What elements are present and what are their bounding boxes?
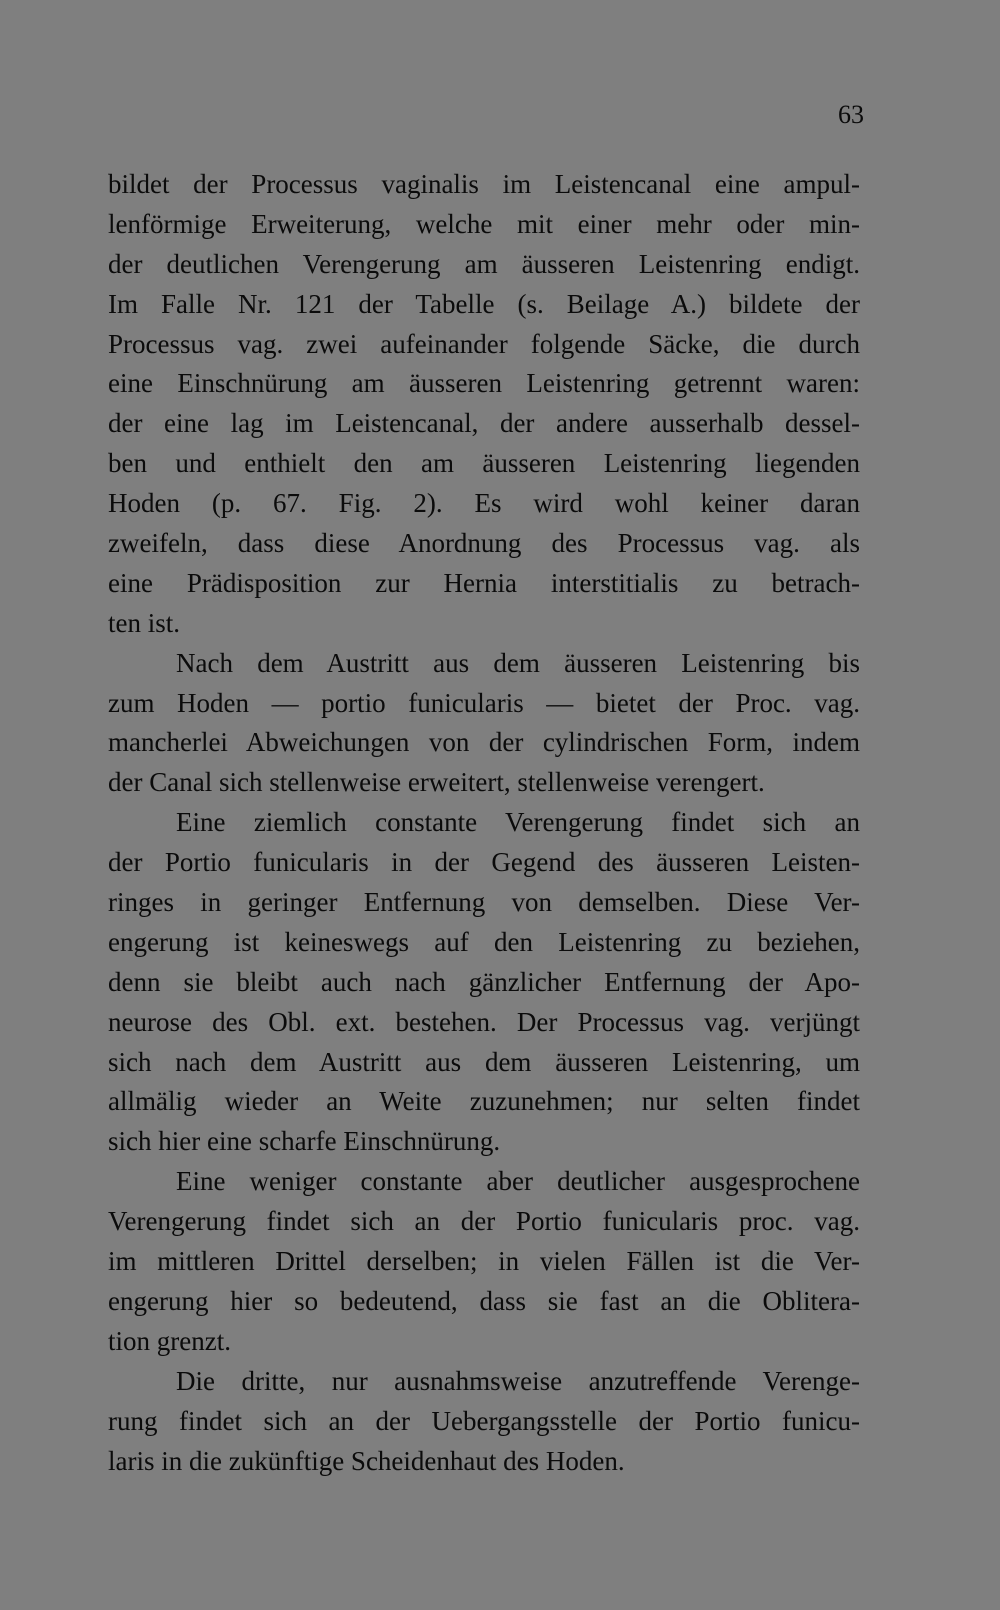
- text-line: sich nach dem Austritt aus dem äusseren Leistenring, um: [108, 1046, 860, 1077]
- text-line: sich hier eine scharfe Einschnürung.: [108, 1126, 501, 1157]
- text-line: ringes in geringer Entfernung von demselben. Diese Ver-: [108, 887, 860, 918]
- text-line: ben und enthielt den am äusseren Leistenring liegenden: [108, 448, 860, 479]
- text-line: rung findet sich an der Uebergangsstelle der Portio funicu-: [108, 1405, 860, 1436]
- text-line: der deutlichen Verengerung am äusseren Leistenring endigt.: [108, 248, 860, 279]
- text-line: Nach dem Austritt aus dem äusseren Leistenring bis: [176, 647, 860, 678]
- text-line: Eine ziemlich constante Verengerung findet sich an: [176, 807, 860, 838]
- text-line: laris in die zukünftige Scheidenhaut des Hoden.: [108, 1445, 625, 1476]
- text-line: der Canal sich stellenweise erweitert, stellenweise verengert.: [108, 767, 765, 798]
- text-line: zum Hoden — portio funicularis — bietet der Proc. vag.: [108, 687, 860, 718]
- page-number: 63: [838, 100, 864, 129]
- text-line: im mittleren Drittel derselben; in vielen Fällen ist die Ver-: [108, 1246, 860, 1277]
- text-line: Processus vag. zwei aufeinander folgende Säcke, die durch: [108, 328, 860, 359]
- text-line: engerung hier so bedeutend, dass sie fast an die Oblitera-: [108, 1285, 860, 1316]
- text-line: der Portio funicularis in der Gegend des äusseren Leisten-: [108, 847, 860, 878]
- text-line: Eine weniger constante aber deutlicher ausgesprochene: [176, 1166, 860, 1197]
- text-line: Die dritte, nur ausnahmsweise anzutreffende Verenge-: [176, 1365, 860, 1396]
- text-line: Hoden (p. 67. Fig. 2). Es wird wohl keiner daran: [108, 488, 860, 519]
- text-line: allmälig wieder an Weite zuzunehmen; nur selten findet: [108, 1086, 860, 1117]
- text-line: eine Prädisposition zur Hernia interstitialis zu betrach-: [108, 567, 860, 598]
- text-line: eine Einschnürung am äusseren Leistenring getrennt waren:: [108, 368, 860, 399]
- text-line: ten ist.: [108, 607, 180, 638]
- text-line: Im Falle Nr. 121 der Tabelle (s. Beilage A.) bildete der: [108, 288, 860, 319]
- text-line: tion grenzt.: [108, 1325, 231, 1356]
- text-line: zweifeln, dass diese Anordnung des Processus vag. als: [108, 528, 860, 559]
- text-line: Verengerung findet sich an der Portio funicularis proc. vag.: [108, 1206, 860, 1237]
- text-line: lenförmige Erweiterung, welche mit einer mehr oder min-: [108, 208, 860, 239]
- text-line: der eine lag im Leistencanal, der andere ausserhalb dessel-: [108, 408, 860, 439]
- text-line: bildet der Processus vaginalis im Leistencanal eine ampul-: [108, 169, 860, 199]
- body-text: [108, 165, 860, 1481]
- text-line: engerung ist keineswegs auf den Leistenring zu beziehen,: [108, 926, 860, 957]
- text-line: mancherlei Abweichungen von der cylindrischen Form, indem: [108, 727, 860, 758]
- text-line: denn sie bleibt auch nach gänzlicher Entfernung der Apo-: [108, 966, 860, 997]
- text-line: neurose des Obl. ext. bestehen. Der Processus vag. verjüngt: [108, 1006, 860, 1037]
